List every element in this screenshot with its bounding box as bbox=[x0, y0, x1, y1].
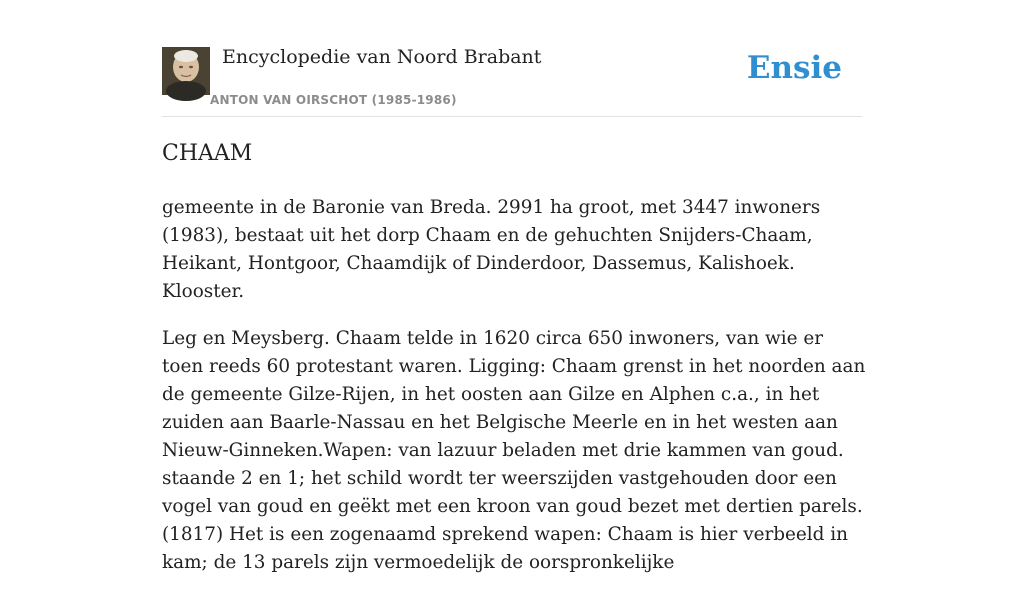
author-name[interactable]: ANTON VAN OIRSCHOT (1985-1986) bbox=[210, 93, 457, 107]
entry-title: CHAAM bbox=[162, 141, 253, 166]
entry-paragraph: Leg en Meysberg. Chaam telde in 1620 circa 650 inwoners, van wie er toen reeds 60 protestant waren. Ligging: Chaam grenst in het noorden aan de gemeente Gilze-Rijen, in het oosten aan Gilze en Alphen c.a., in het zuiden aan Baarle-Nassau en het Belgische Meerle en in het westen aan Nieuw-Ginneken.Wapen: van lazuur beladen met drie kammen van goud. staande 2 en 1; het schild wordt ter weerszijden vastgehouden door een vogel van goud en geëkt met een kroon van goud bezet met dertien parels. (1817) Het is een zogenaamd sprekend wapen: Chaam is hier verbeeld in kam; de 13 parels zijn vermoedelijk de oorspronkelijke bbox=[162, 328, 866, 573]
header bbox=[162, 0, 862, 117]
entry-content bbox=[162, 138, 866, 596]
entry-paragraph: gemeente in de Baronie van Breda. 2991 ha groot, met 3447 inwoners (1983), bestaat uit het dorp Chaam en de gehuchten Snijders-Chaam, Heikant, Hontgoor, Chaamdijk of Dinderdoor, Dassemus, Kalishoek. Klooster. bbox=[162, 197, 821, 302]
brand-logo[interactable]: Ensie bbox=[746, 50, 842, 86]
author-avatar[interactable] bbox=[162, 47, 210, 95]
publication-title[interactable]: Encyclopedie van Noord Brabant bbox=[222, 46, 542, 68]
